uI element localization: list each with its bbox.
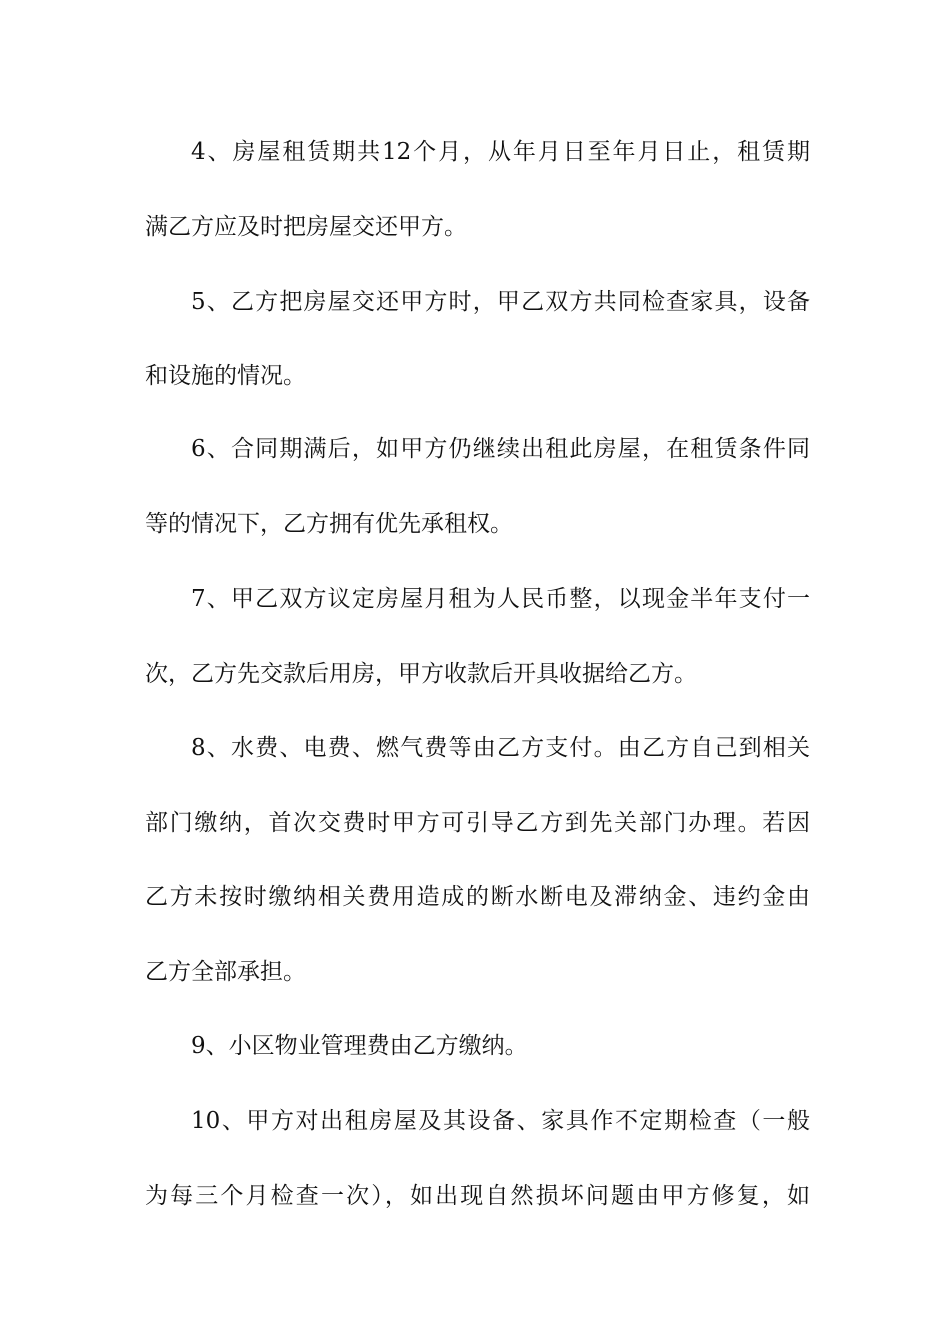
clause-8-line-2: 部门缴纳，首次交费时甲方可引导乙方到先关部门办理。若因 [145,810,810,836]
clause-5-line-1: 5、乙方把房屋交还甲方时，甲乙双方共同检查家具，设备 [191,289,810,315]
clause-8-line-1: 8、水费、电费、燃气费等由乙方支付。由乙方自己到相关 [191,735,810,761]
clause-7-line-2: 次，乙方先交款后用房，甲方收款后开具收据给乙方。 [145,661,697,687]
clause-9-line-1: 9、小区物业管理费由乙方缴纳。 [191,1033,528,1059]
clause-8-line-4: 乙方全部承担。 [145,959,306,985]
clause-8-line-3: 乙方未按时缴纳相关费用造成的断水断电及滞纳金、违约金由 [145,884,810,910]
clause-7-line-1: 7、甲乙双方议定房屋月租为人民币整，以现金半年支付一 [191,586,810,612]
clause-4-line-2: 满乙方应及时把房屋交还甲方。 [145,214,467,240]
clause-10-line-1: 10、甲方对出租房屋及其设备、家具作不定期检查（一般 [191,1108,810,1134]
clause-5-line-2: 和设施的情况。 [145,363,306,389]
clause-10-line-2: 为每三个月检查一次），如出现自然损坏问题由甲方修复，如 [145,1183,810,1209]
clause-6-line-2: 等的情况下，乙方拥有优先承租权。 [145,511,513,537]
clause-4-line-1: 4、房屋租赁期共12个月，从年月日至年月日止，租赁期 [191,139,810,165]
clause-6-line-1: 6、合同期满后，如甲方仍继续出租此房屋，在租赁条件同 [191,436,810,462]
